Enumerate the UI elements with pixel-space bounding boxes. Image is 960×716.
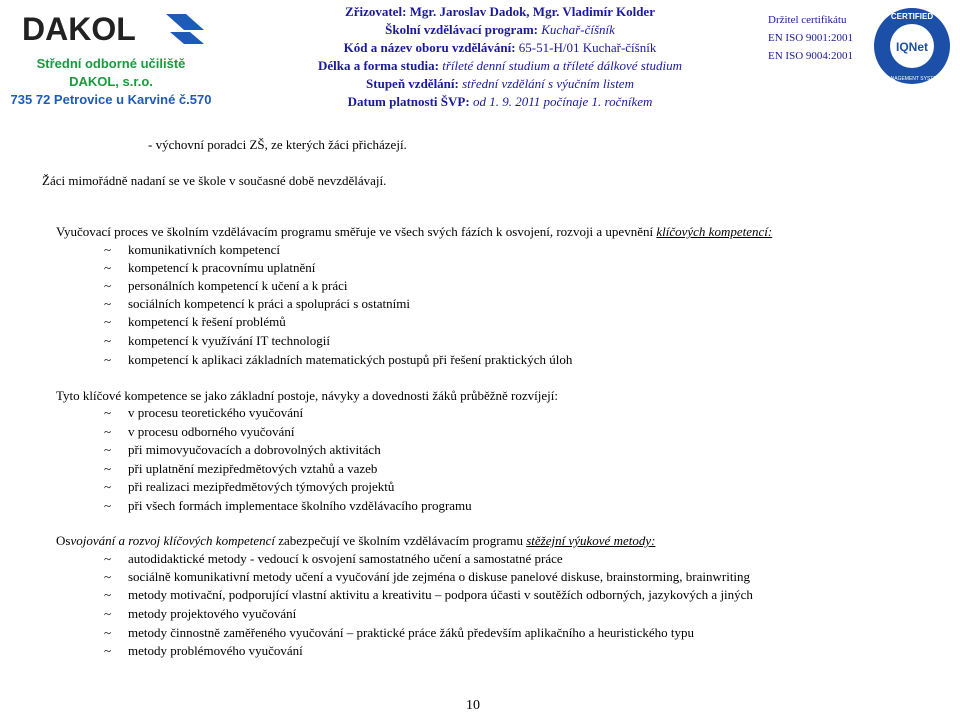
- development-intro: Tyto klíčové kompetence se jako základní postoje, návyky a dovednosti žáků průběžně rozvíjejí:: [56, 388, 558, 403]
- core-methods-link: stěžejní výukové metody:: [526, 533, 656, 548]
- list-item: ~ autodidaktické metody - vedoucí k osvojení samostatného učení a samostatné práce: [104, 551, 563, 566]
- list-item: ~ personálních kompetencí k učení a k práci: [104, 278, 348, 293]
- gifted-students-paragraph: Žáci mimořádně nadaní se ve škole v současné době nevzdělávají.: [42, 173, 387, 188]
- list-item: ~ kompetencí k využívání IT technologií: [104, 333, 330, 348]
- list-item: ~ metody motivační, podporující vlastní aktivitu a kreativitu – podpora účasti v soutěžích odborných, jazykových a jiných: [104, 587, 753, 602]
- page-number: 10: [466, 698, 480, 713]
- key-competencies-link: klíčových kompetencí:: [656, 224, 773, 239]
- list-item: ~ kompetencí k pracovnímu uplatnění: [104, 260, 316, 275]
- list-item: ~ metody projektového vyučování: [104, 606, 297, 621]
- list-item: ~ v procesu teoretického vyučování: [104, 405, 304, 420]
- counselors-line: - výchovní poradci ZŠ, ze kterých žáci přicházejí.: [148, 137, 407, 152]
- school-company: DAKOL, s.r.o.: [69, 74, 153, 89]
- list-item: ~ při uplatnění mezipředmětových vztahů a vazeb: [104, 461, 378, 476]
- list-item: ~ kompetencí k aplikaci základních matematických postupů při řešení praktických úloh: [104, 352, 573, 367]
- svg-text:MANAGEMENT SYSTEM: MANAGEMENT SYSTEM: [883, 76, 941, 82]
- founder-line: Zřizovatel: Mgr. Jaroslav Dadok, Mgr. Vladimír Kolder: [345, 4, 655, 19]
- competencies-intro: Vyučovací proces ve školním vzdělávacím programu směřuje ve všech svých fázích k osvojení, rozvoji a upevnění klíčových kompetencí:: [56, 224, 773, 239]
- list-item: ~ metody činnostně zaměřeného vyučování – praktické práce žáků především aplikačního a heuristického typu: [104, 625, 695, 640]
- school-name: Střední odborné učiliště: [36, 56, 186, 71]
- program-line: Školní vzdělávací program: Kuchař-číšník: [385, 22, 615, 37]
- code-line: Kód a název oboru vzdělávání: 65-51-H/01 Kuchař-číšník: [343, 40, 657, 55]
- svg-text:DAKOL: DAKOL: [22, 11, 136, 47]
- list-item: ~ komunikativních kompetencí: [104, 242, 280, 257]
- school-address: 735 72 Petrovice u Karviné č.570: [10, 92, 212, 107]
- list-item: ~ sociálních kompetencí k práci a spolupráci s ostatními: [104, 296, 410, 311]
- cert-iso-9001: EN ISO 9001:2001: [768, 32, 853, 44]
- level-line: Stupeň vzdělání: střední vzdělání s výučním listem: [366, 76, 634, 91]
- list-item: ~ při všech formách implementace školního vzdělávacího programu: [104, 498, 472, 513]
- svg-text:CERTIFIED: CERTIFIED: [890, 12, 934, 21]
- validity-line: Datum platnosti ŠVP: od 1. 9. 2011 počínaje 1. ročníkem: [347, 94, 653, 109]
- length-line: Délka a forma studia: tříleté denní studium a tříleté dálkové studium: [318, 58, 682, 73]
- methods-intro: Osvojování a rozvoj klíčových kompetencí zabezpečují ve školním vzdělávacím programu stěžejní výukové metody:: [56, 533, 656, 548]
- cert-holder: Držitel certifikátu: [768, 14, 847, 26]
- list-item: ~ kompetencí k řešení problémů: [104, 314, 286, 329]
- list-item: ~ při mimovyučovacích a dobrovolných aktivitách: [104, 442, 381, 457]
- cert-iso-9004: EN ISO 9004:2001: [768, 50, 853, 62]
- list-item: ~ sociálně komunikativní metody učení a vyučování jde zejména o diskuse panelové diskuse, brainstorming, brainwriting: [104, 569, 751, 584]
- list-item: ~ při realizaci mezipředmětových týmových projektů: [104, 479, 395, 494]
- list-item: ~ v procesu odborného vyučování: [104, 424, 295, 439]
- svg-text:IQNet: IQNet: [895, 40, 929, 54]
- list-item: ~ metody problémového vyučování: [104, 643, 303, 658]
